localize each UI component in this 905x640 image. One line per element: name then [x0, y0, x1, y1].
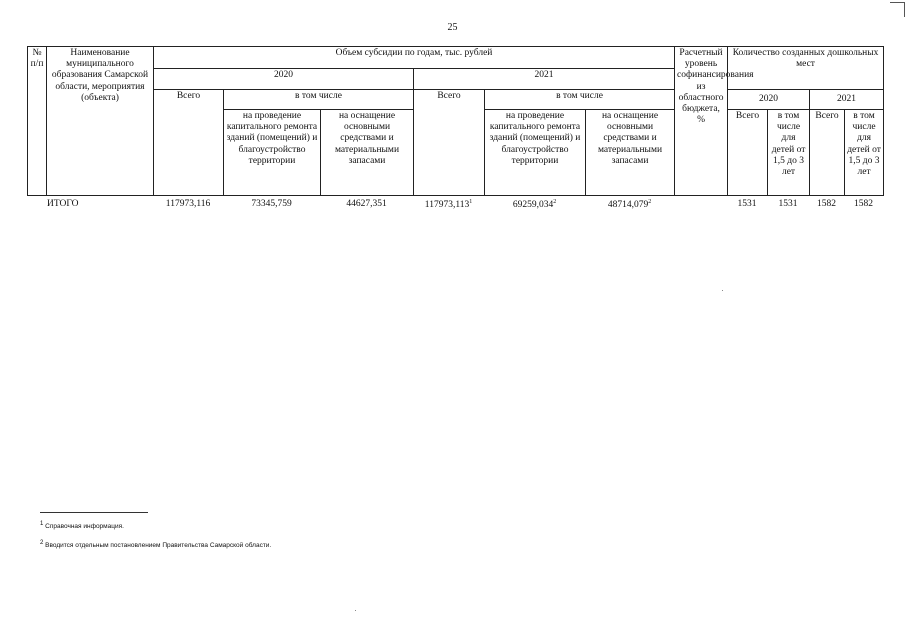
- total-2021-equip-cell: [585, 199, 674, 210]
- col-header-number: № п/п: [28, 47, 47, 196]
- col-header-2021-total: Всего: [414, 90, 485, 196]
- page-corner-mark: [890, 2, 905, 17]
- col-header-places-2020: 2020: [728, 90, 810, 110]
- subsidy-table-header: [27, 46, 884, 196]
- total-2020-sum: 117973,116: [165, 199, 211, 209]
- scan-speck: [355, 610, 356, 611]
- total-places-2020: 1531: [737, 199, 757, 209]
- col-header-2020-equip: на оснащение основными средствами и материальными запасами: [321, 110, 414, 196]
- total-2020-repair: 73345,759: [251, 199, 292, 209]
- footnote-2-text: Вводится отдельным постановлением Правительства Самарской области.: [45, 542, 272, 550]
- col-header-places-2021-total: Всего: [810, 110, 845, 196]
- footnote-2-mark: 2: [40, 540, 44, 546]
- col-header-year-2021: 2021: [414, 69, 675, 90]
- total-2021-sum: 117973,113: [424, 200, 470, 211]
- col-header-year-2020: 2020: [154, 69, 414, 90]
- footnote-2: [40, 540, 271, 549]
- footnote-1-text: Справочная информация.: [45, 523, 124, 531]
- total-cofinancing: [674, 199, 727, 210]
- col-header-2021-equip: на оснащение основными средствами и материальными запасами: [586, 110, 675, 196]
- total-label: ИТОГО: [47, 199, 79, 209]
- footnote-ref-2: 2: [553, 199, 557, 205]
- total-2020-equip: 44627,351: [346, 199, 387, 209]
- total-places-2020-children: 1531: [778, 199, 798, 209]
- total-2021-sum-cell: [413, 199, 484, 210]
- total-places-2021-children: 1582: [854, 199, 874, 209]
- total-2021-repair: 69259,034: [512, 200, 554, 211]
- footnote-1: [40, 521, 124, 530]
- col-header-2020-total: Всего: [154, 90, 224, 196]
- footnote-ref-2: 2: [648, 199, 652, 205]
- col-header-places-2021-children: в том числе для детей от 1,5 до 3 лет: [845, 110, 884, 196]
- col-header-2021-including: в том числе: [485, 90, 675, 110]
- footnote-1-mark: 1: [40, 521, 44, 527]
- footnote-ref-1: 1: [469, 199, 473, 205]
- total-places-2021: 1582: [817, 199, 837, 209]
- col-header-places-2020-children: в том числе для детей от 1,5 до 3 лет: [768, 110, 810, 196]
- col-header-2020-repair: на проведение капитального ремонта зданий (помещений) и благоустройство территории: [224, 110, 321, 196]
- col-header-2021-repair: на проведение капитального ремонта зданий (помещений) и благоустройство территории: [485, 110, 586, 196]
- col-header-places-2020-total: Всего: [728, 110, 768, 196]
- total-2021-equip: 48714,079: [607, 200, 649, 211]
- col-header-subsidy: Объем субсидии по годам, тыс. рублей: [154, 47, 675, 69]
- footnote-separator: [40, 512, 148, 513]
- col-header-places: Количество созданных дошкольных мест: [728, 47, 884, 90]
- col-header-2020-including: в том числе: [224, 90, 414, 110]
- col-header-name: Наименование муниципального образования Самарской области, мероприятия (объекта): [47, 47, 154, 196]
- total-2021-repair-cell: [484, 199, 585, 210]
- page-number: 25: [447, 22, 458, 33]
- scan-speck: [722, 290, 723, 291]
- col-header-cofinancing: Расчетный уровень софинансирования из областного бюджета, %: [675, 47, 728, 196]
- col-header-places-2021: 2021: [810, 90, 884, 110]
- total-row: [27, 199, 883, 210]
